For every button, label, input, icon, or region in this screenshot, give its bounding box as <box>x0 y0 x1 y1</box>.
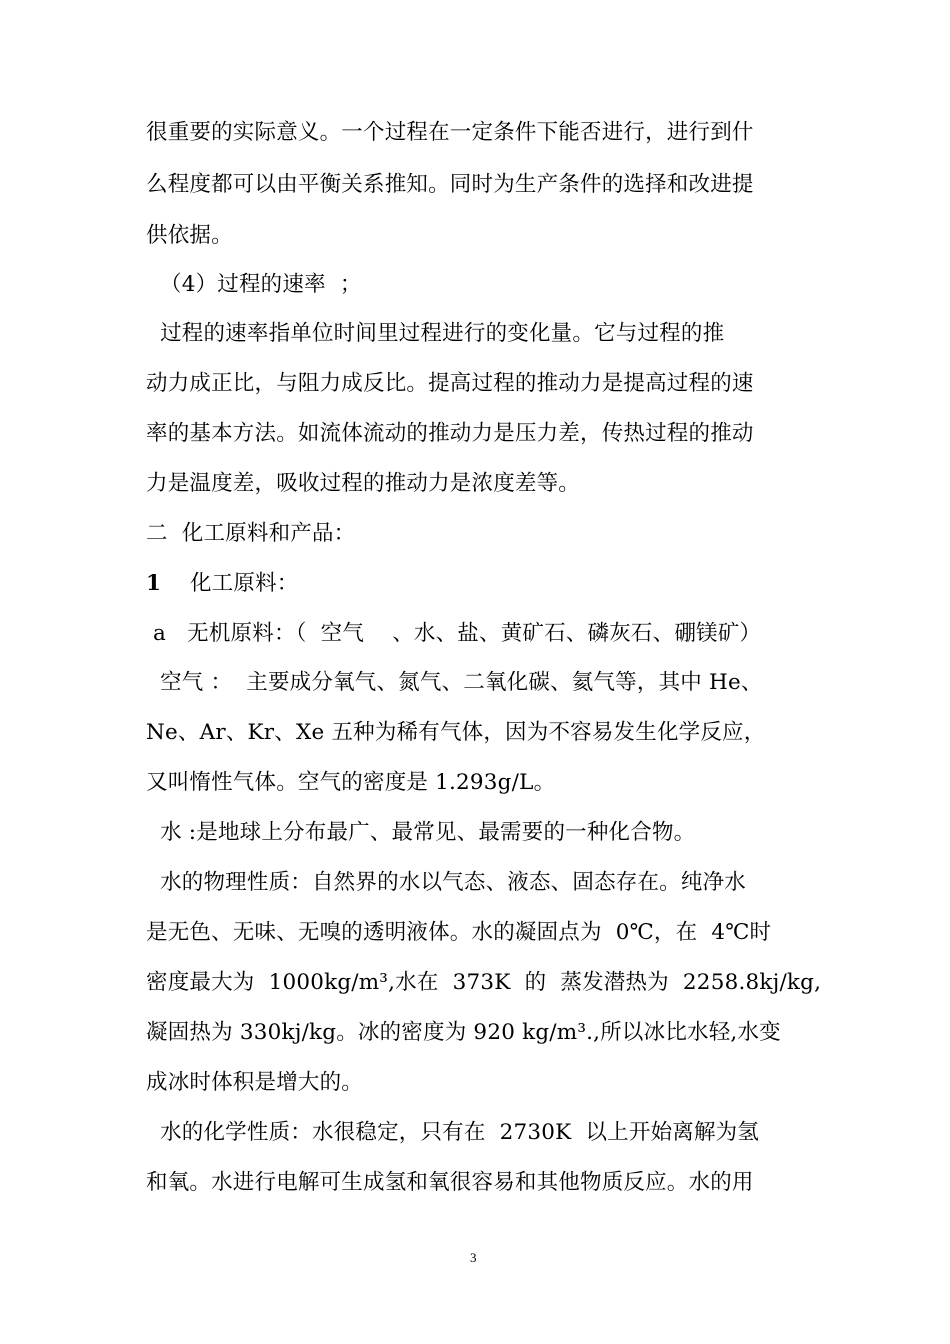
water-physical-line-2: 是无色、无味、无嗅的透明液体。水的凝固点为 0℃，在 4℃时 <box>146 920 772 945</box>
paragraph-line-5: 过程的速率指单位时间里过程进行的变化量。它与过程的推 <box>146 321 725 346</box>
paragraph-line-1: 很重要的实际意义。一个过程在一定条件下能否进行，进行到什 <box>146 120 754 145</box>
water-chemical-line-2: 和氧。水进行电解可生成氢和氧很容易和其他物质反应。水的用 <box>146 1170 754 1195</box>
water-intro-line: 水 :是地球上分布最广、最常见、最需要的一种化合物。 <box>146 820 696 845</box>
water-chemical-line-1: 水的化学性质：水很稳定，只有在 2730K 以上开始离解为氢 <box>146 1120 760 1145</box>
subsection-heading-raw-materials: 化工原料： <box>190 571 299 596</box>
paragraph-line-8: 力是温度差，吸收过程的推动力是浓度差等。 <box>146 471 581 496</box>
paragraph-line-6: 动力成正比，与阻力成反比。提高过程的推动力是提高过程的速 <box>146 371 754 396</box>
water-physical-line-4: 凝固热为 330kj/kg。冰的密度为 920 kg/m³.,所以冰比水轻,水变 <box>146 1020 781 1045</box>
air-paragraph-line-1: 空气 ： 主要成分氧气、氮气、二氧化碳、氦气等，其中 He、 <box>146 670 763 695</box>
page-number: 3 <box>470 1250 477 1265</box>
inorganic-materials-line: a 无机原料：（ 空气 、水、盐、黄矿石、磷灰石、硼镁矿） <box>146 621 762 646</box>
water-physical-line-3: 密度最大为 1000kg/m³,水在 373K 的 蒸发潜热为 2258.8kj/kg, <box>146 970 822 995</box>
section-number-1: 1 <box>146 571 162 596</box>
paragraph-line-2: 么程度都可以由平衡关系推知。同时为生产条件的选择和改进提 <box>146 172 754 197</box>
paragraph-line-7: 率的基本方法。如流体流动的推动力是压力差，传热过程的推动 <box>146 421 754 446</box>
section-heading-process-rate: （4）过程的速率 ； <box>160 272 362 297</box>
water-physical-line-5: 成冰时体积是增大的。 <box>146 1070 364 1095</box>
water-physical-line-1: 水的物理性质：自然界的水以气态、液态、固态存在。纯净水 <box>146 870 746 895</box>
air-paragraph-line-2: Ne、Ar、Kr、Xe 五种为稀有气体，因为不容易发生化学反应， <box>146 720 766 745</box>
paragraph-line-3: 供依据。 <box>146 223 233 248</box>
section-heading-chemical-raw-materials: 二 化工原料和产品： <box>146 521 356 546</box>
air-paragraph-line-3: 又叫惰性气体。空气的密度是 1.293g/L。 <box>146 770 556 795</box>
